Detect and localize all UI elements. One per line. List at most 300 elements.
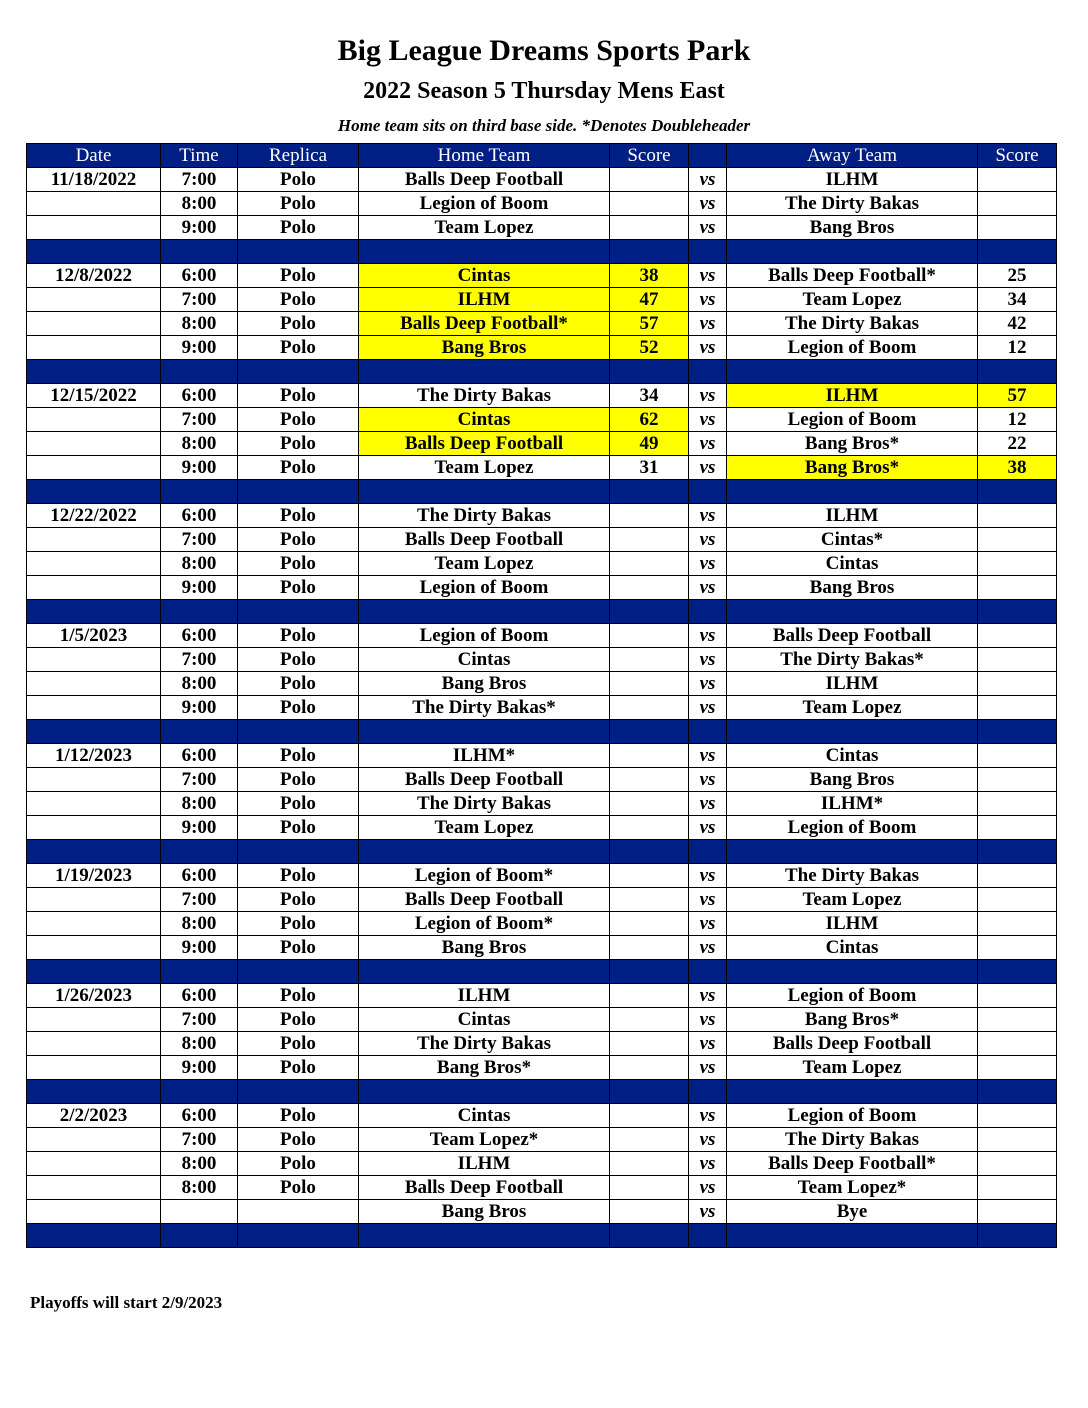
vs-cell: vs [689, 264, 727, 288]
table-row [27, 1032, 1057, 1056]
table-row [27, 552, 1057, 576]
date-cell: 12/22/2022 [27, 504, 161, 528]
separator-cell [727, 360, 978, 384]
time-cell: 9:00 [161, 336, 238, 360]
home-score-cell [610, 528, 689, 552]
vs-cell: vs [689, 1032, 727, 1056]
away-team-cell: Cintas [727, 936, 978, 960]
away-score-cell [978, 552, 1057, 576]
vs-cell: vs [689, 1104, 727, 1128]
table-row [27, 288, 1057, 312]
separator-cell [359, 480, 610, 504]
date-cell [27, 192, 161, 216]
separator-cell [161, 840, 238, 864]
home-score-cell [610, 552, 689, 576]
header-away-team: Away Team [727, 144, 978, 168]
field-cell: Polo [238, 768, 359, 792]
field-cell: Polo [238, 408, 359, 432]
date-cell [27, 456, 161, 480]
table-row [27, 888, 1057, 912]
table-row [27, 456, 1057, 480]
page-title: Big League Dreams Sports Park [337, 34, 751, 67]
table-row [27, 192, 1057, 216]
away-score-cell [978, 864, 1057, 888]
away-score-cell [978, 168, 1057, 192]
time-cell: 6:00 [161, 744, 238, 768]
away-team-cell: ILHM [727, 168, 978, 192]
date-cell: 1/12/2023 [27, 744, 161, 768]
away-score-cell: 34 [978, 288, 1057, 312]
away-score-cell [978, 792, 1057, 816]
field-cell: Polo [238, 456, 359, 480]
field-cell: Polo [238, 624, 359, 648]
time-cell: 8:00 [161, 1152, 238, 1176]
table-row [27, 1056, 1057, 1080]
header-away-score: Score [978, 144, 1057, 168]
separator-cell [359, 1224, 610, 1248]
separator-cell [610, 1080, 689, 1104]
vs-cell: vs [689, 432, 727, 456]
away-score-cell [978, 1176, 1057, 1200]
separator-cell [727, 480, 978, 504]
field-cell: Polo [238, 1152, 359, 1176]
table-row [27, 312, 1057, 336]
separator-cell [978, 240, 1057, 264]
date-cell [27, 1008, 161, 1032]
date-cell [27, 1152, 161, 1176]
time-cell: 9:00 [161, 696, 238, 720]
away-team-cell: Cintas* [727, 528, 978, 552]
table-row [27, 936, 1057, 960]
separator-cell [161, 1224, 238, 1248]
field-cell: Polo [238, 216, 359, 240]
away-team-cell: ILHM [727, 504, 978, 528]
separator-cell [27, 1080, 161, 1104]
date-cell [27, 336, 161, 360]
table-row [27, 504, 1057, 528]
away-team-cell: Team Lopez* [727, 1176, 978, 1200]
separator-cell [27, 720, 161, 744]
date-cell: 2/2/2023 [27, 1104, 161, 1128]
away-score-cell [978, 696, 1057, 720]
field-cell: Polo [238, 648, 359, 672]
header-home-team: Home Team [359, 144, 610, 168]
home-score-cell [610, 216, 689, 240]
date-cell [27, 648, 161, 672]
home-score-cell: 31 [610, 456, 689, 480]
time-cell: 9:00 [161, 936, 238, 960]
field-cell: Polo [238, 528, 359, 552]
home-score-cell [610, 696, 689, 720]
home-score-cell: 52 [610, 336, 689, 360]
table-row [27, 792, 1057, 816]
separator-cell [727, 240, 978, 264]
away-score-cell [978, 624, 1057, 648]
away-score-cell [978, 1032, 1057, 1056]
schedule-table [26, 143, 1057, 1248]
separator-cell [689, 720, 727, 744]
header-replica: Replica [238, 144, 359, 168]
vs-cell: vs [689, 504, 727, 528]
separator-cell [359, 840, 610, 864]
away-score-cell [978, 1200, 1057, 1224]
away-team-cell: Team Lopez [727, 1056, 978, 1080]
home-team-cell: Bang Bros [359, 1200, 610, 1224]
separator-cell [27, 240, 161, 264]
date-cell [27, 792, 161, 816]
home-score-cell [610, 1008, 689, 1032]
away-team-cell: Bang Bros [727, 768, 978, 792]
week-separator-row [27, 720, 1057, 744]
field-cell: Polo [238, 576, 359, 600]
header-date: Date [27, 144, 161, 168]
home-score-cell [610, 768, 689, 792]
time-cell: 6:00 [161, 984, 238, 1008]
separator-cell [359, 960, 610, 984]
home-team-cell: Balls Deep Football* [359, 312, 610, 336]
separator-cell [359, 1080, 610, 1104]
away-team-cell: The Dirty Bakas [727, 312, 978, 336]
schedule-body [27, 168, 1057, 1248]
table-row [27, 624, 1057, 648]
home-score-cell: 49 [610, 432, 689, 456]
vs-cell: vs [689, 1200, 727, 1224]
vs-cell: vs [689, 792, 727, 816]
home-score-cell: 62 [610, 408, 689, 432]
vs-cell: vs [689, 936, 727, 960]
away-team-cell: Cintas [727, 744, 978, 768]
date-cell: 12/15/2022 [27, 384, 161, 408]
home-score-cell [610, 648, 689, 672]
separator-cell [359, 720, 610, 744]
away-team-cell: ILHM* [727, 792, 978, 816]
playoffs-note: Playoffs will start 2/9/2023 [30, 1293, 223, 1312]
home-team-cell: Team Lopez [359, 552, 610, 576]
separator-cell [161, 240, 238, 264]
home-team-cell: Team Lopez [359, 456, 610, 480]
away-score-cell [978, 1056, 1057, 1080]
vs-cell: vs [689, 528, 727, 552]
separator-cell [978, 360, 1057, 384]
vs-cell: vs [689, 696, 727, 720]
away-team-cell: Bang Bros* [727, 1008, 978, 1032]
separator-cell [978, 720, 1057, 744]
week-separator-row [27, 840, 1057, 864]
home-team-cell: Cintas [359, 264, 610, 288]
time-cell: 6:00 [161, 264, 238, 288]
separator-cell [161, 480, 238, 504]
separator-cell [610, 480, 689, 504]
home-team-cell: The Dirty Bakas [359, 384, 610, 408]
separator-cell [27, 840, 161, 864]
away-team-cell: Bang Bros* [727, 432, 978, 456]
away-score-cell [978, 1104, 1057, 1128]
separator-cell [27, 960, 161, 984]
separator-cell [689, 600, 727, 624]
separator-cell [610, 960, 689, 984]
vs-cell: vs [689, 1128, 727, 1152]
vs-cell: vs [689, 384, 727, 408]
vs-cell: vs [689, 1056, 727, 1080]
time-cell: 7:00 [161, 768, 238, 792]
home-team-cell: ILHM [359, 984, 610, 1008]
separator-cell [359, 600, 610, 624]
away-score-cell [978, 192, 1057, 216]
home-score-cell [610, 912, 689, 936]
vs-cell: vs [689, 216, 727, 240]
field-cell: Polo [238, 744, 359, 768]
field-cell: Polo [238, 1008, 359, 1032]
date-cell: 12/8/2022 [27, 264, 161, 288]
separator-cell [238, 1224, 359, 1248]
vs-cell: vs [689, 888, 727, 912]
separator-cell [727, 1224, 978, 1248]
away-score-cell [978, 768, 1057, 792]
home-team-cell: The Dirty Bakas [359, 504, 610, 528]
time-cell: 9:00 [161, 576, 238, 600]
separator-cell [161, 720, 238, 744]
home-team-cell: Legion of Boom* [359, 912, 610, 936]
time-cell: 7:00 [161, 408, 238, 432]
home-score-cell [610, 1152, 689, 1176]
separator-cell [689, 840, 727, 864]
away-team-cell: Bang Bros [727, 216, 978, 240]
away-team-cell: ILHM [727, 912, 978, 936]
date-cell [27, 816, 161, 840]
separator-cell [727, 600, 978, 624]
date-cell [27, 696, 161, 720]
away-team-cell: The Dirty Bakas* [727, 648, 978, 672]
away-score-cell: 57 [978, 384, 1057, 408]
away-score-cell [978, 1008, 1057, 1032]
separator-cell [359, 240, 610, 264]
home-score-cell [610, 936, 689, 960]
schedule-note: Home team sits on third base side. *Denotes Doubleheader [337, 116, 751, 135]
home-score-cell [610, 1056, 689, 1080]
vs-cell: vs [689, 1176, 727, 1200]
home-score-cell [610, 816, 689, 840]
away-score-cell: 38 [978, 456, 1057, 480]
home-team-cell: Legion of Boom [359, 624, 610, 648]
away-team-cell: Team Lopez [727, 888, 978, 912]
vs-cell: vs [689, 624, 727, 648]
away-team-cell: Balls Deep Football* [727, 264, 978, 288]
vs-cell: vs [689, 312, 727, 336]
separator-cell [727, 720, 978, 744]
week-separator-row [27, 1080, 1057, 1104]
date-cell: 11/18/2022 [27, 168, 161, 192]
field-cell: Polo [238, 288, 359, 312]
away-score-cell [978, 576, 1057, 600]
separator-cell [978, 600, 1057, 624]
date-cell [27, 528, 161, 552]
separator-cell [27, 1224, 161, 1248]
vs-cell: vs [689, 1008, 727, 1032]
home-team-cell: ILHM [359, 1152, 610, 1176]
home-team-cell: Bang Bros [359, 936, 610, 960]
home-score-cell [610, 864, 689, 888]
home-team-cell: Bang Bros* [359, 1056, 610, 1080]
separator-cell [978, 1080, 1057, 1104]
vs-cell: vs [689, 408, 727, 432]
field-cell [238, 1200, 359, 1224]
home-score-cell [610, 1104, 689, 1128]
home-team-cell: ILHM [359, 288, 610, 312]
away-score-cell [978, 888, 1057, 912]
separator-cell [359, 360, 610, 384]
date-cell [27, 888, 161, 912]
field-cell: Polo [238, 504, 359, 528]
table-row [27, 264, 1057, 288]
week-separator-row [27, 480, 1057, 504]
separator-cell [727, 960, 978, 984]
table-row [27, 216, 1057, 240]
separator-cell [978, 480, 1057, 504]
home-score-cell [610, 888, 689, 912]
time-cell: 6:00 [161, 384, 238, 408]
header-home-score: Score [610, 144, 689, 168]
table-row [27, 984, 1057, 1008]
away-team-cell: Bang Bros [727, 576, 978, 600]
away-score-cell: 25 [978, 264, 1057, 288]
field-cell: Polo [238, 816, 359, 840]
separator-cell [689, 480, 727, 504]
date-cell: 1/26/2023 [27, 984, 161, 1008]
vs-cell: vs [689, 912, 727, 936]
home-team-cell: ILHM* [359, 744, 610, 768]
table-row [27, 168, 1057, 192]
field-cell: Polo [238, 168, 359, 192]
separator-cell [610, 1224, 689, 1248]
home-team-cell: Team Lopez [359, 816, 610, 840]
field-cell: Polo [238, 672, 359, 696]
away-score-cell [978, 936, 1057, 960]
time-cell: 8:00 [161, 1032, 238, 1056]
home-team-cell: Bang Bros [359, 672, 610, 696]
field-cell: Polo [238, 984, 359, 1008]
date-cell: 1/19/2023 [27, 864, 161, 888]
separator-cell [238, 600, 359, 624]
home-score-cell [610, 168, 689, 192]
field-cell: Polo [238, 1176, 359, 1200]
away-score-cell [978, 1128, 1057, 1152]
away-team-cell: Bang Bros* [727, 456, 978, 480]
time-cell: 6:00 [161, 504, 238, 528]
vs-cell: vs [689, 1152, 727, 1176]
away-team-cell: Balls Deep Football [727, 1032, 978, 1056]
field-cell: Polo [238, 888, 359, 912]
home-score-cell: 57 [610, 312, 689, 336]
separator-cell [27, 360, 161, 384]
time-cell: 7:00 [161, 1128, 238, 1152]
table-row [27, 744, 1057, 768]
field-cell: Polo [238, 912, 359, 936]
away-team-cell: Legion of Boom [727, 336, 978, 360]
home-team-cell: Team Lopez [359, 216, 610, 240]
home-score-cell: 47 [610, 288, 689, 312]
vs-cell: vs [689, 168, 727, 192]
separator-cell [689, 360, 727, 384]
away-team-cell: Balls Deep Football [727, 624, 978, 648]
field-cell: Polo [238, 792, 359, 816]
field-cell: Polo [238, 864, 359, 888]
away-score-cell: 42 [978, 312, 1057, 336]
date-cell [27, 672, 161, 696]
time-cell: 8:00 [161, 672, 238, 696]
home-team-cell: The Dirty Bakas [359, 1032, 610, 1056]
separator-cell [610, 720, 689, 744]
away-team-cell: The Dirty Bakas [727, 1128, 978, 1152]
time-cell: 7:00 [161, 288, 238, 312]
home-score-cell: 34 [610, 384, 689, 408]
separator-cell [161, 1080, 238, 1104]
table-row [27, 864, 1057, 888]
away-team-cell: The Dirty Bakas [727, 864, 978, 888]
separator-cell [238, 1080, 359, 1104]
separator-cell [610, 600, 689, 624]
separator-cell [689, 240, 727, 264]
home-score-cell [610, 576, 689, 600]
field-cell: Polo [238, 936, 359, 960]
date-cell [27, 1128, 161, 1152]
field-cell: Polo [238, 1032, 359, 1056]
home-team-cell: Bang Bros [359, 336, 610, 360]
away-team-cell: Balls Deep Football* [727, 1152, 978, 1176]
field-cell: Polo [238, 192, 359, 216]
table-row [27, 816, 1057, 840]
separator-cell [689, 1080, 727, 1104]
date-cell [27, 1032, 161, 1056]
away-score-cell [978, 816, 1057, 840]
vs-cell: vs [689, 288, 727, 312]
separator-cell [978, 960, 1057, 984]
separator-cell [161, 960, 238, 984]
away-team-cell: Legion of Boom [727, 408, 978, 432]
vs-cell: vs [689, 984, 727, 1008]
table-row [27, 408, 1057, 432]
vs-cell: vs [689, 192, 727, 216]
header-vs [689, 144, 727, 168]
separator-cell [238, 720, 359, 744]
date-cell [27, 912, 161, 936]
time-cell: 8:00 [161, 192, 238, 216]
home-team-cell: Balls Deep Football [359, 528, 610, 552]
home-team-cell: Balls Deep Football [359, 432, 610, 456]
week-separator-row [27, 240, 1057, 264]
table-row [27, 1152, 1057, 1176]
away-team-cell: ILHM [727, 384, 978, 408]
date-cell [27, 552, 161, 576]
separator-cell [610, 360, 689, 384]
separator-cell [727, 1080, 978, 1104]
time-cell: 7:00 [161, 1008, 238, 1032]
week-separator-row [27, 600, 1057, 624]
vs-cell: vs [689, 456, 727, 480]
away-score-cell [978, 984, 1057, 1008]
vs-cell: vs [689, 672, 727, 696]
away-team-cell: Team Lopez [727, 696, 978, 720]
page-subtitle: 2022 Season 5 Thursday Mens East [363, 78, 725, 104]
time-cell: 9:00 [161, 1056, 238, 1080]
time-cell: 6:00 [161, 624, 238, 648]
date-cell [27, 312, 161, 336]
vs-cell: vs [689, 648, 727, 672]
vs-cell: vs [689, 768, 727, 792]
separator-cell [610, 840, 689, 864]
home-team-cell: Balls Deep Football [359, 888, 610, 912]
vs-cell: vs [689, 744, 727, 768]
home-score-cell [610, 744, 689, 768]
